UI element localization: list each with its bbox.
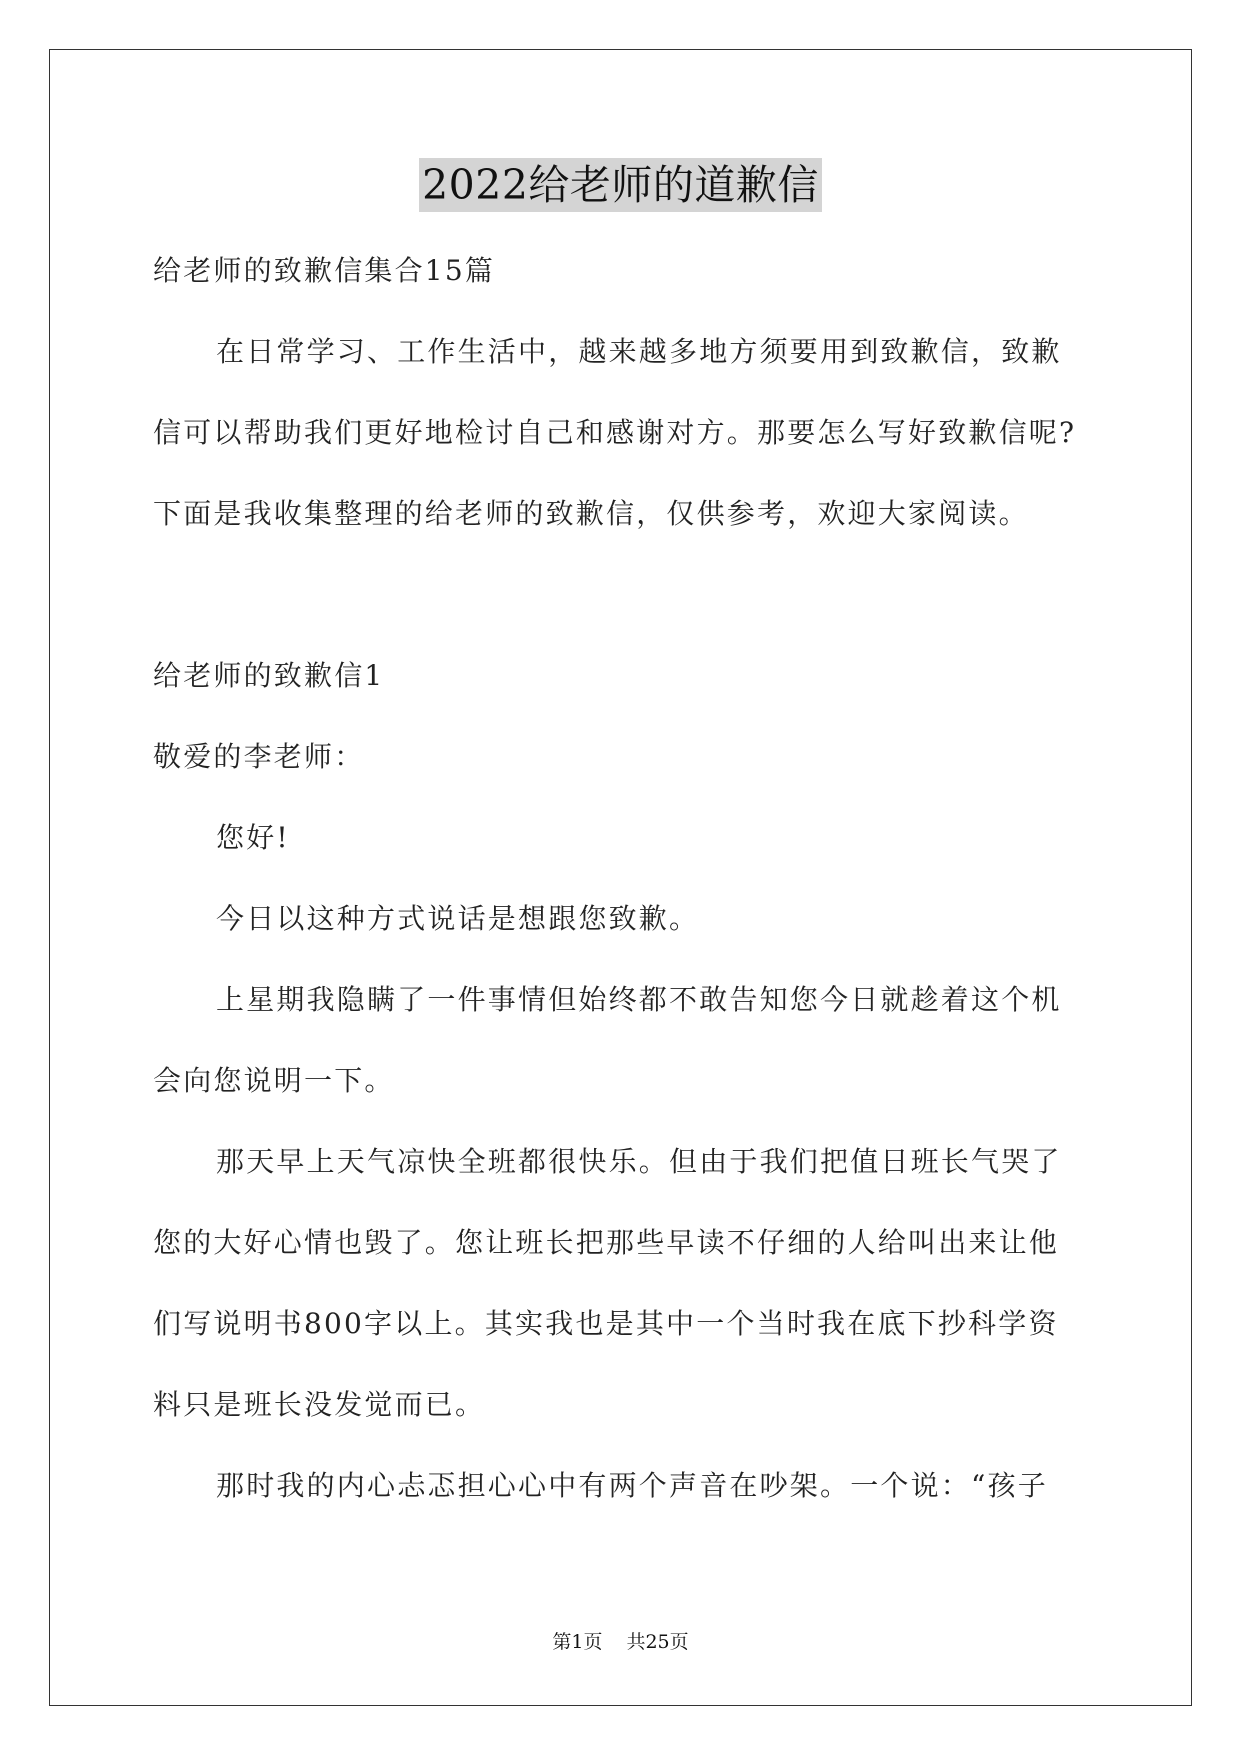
- paragraph-line: 料只是班长没发觉而已。: [153, 1388, 486, 1421]
- paragraph-line: 那时我的内心忐忑担心心中有两个声音在吵架。一个说：“孩子: [216, 1469, 1048, 1502]
- page-number: 第1页: [552, 1631, 603, 1653]
- document-body: [153, 230, 1093, 1526]
- paragraph-line: 们写说明书800字以上。其实我也是其中一个当时我在底下抄科学资: [153, 1307, 1059, 1340]
- paragraph-line: 下面是我收集整理的给老师的致歉信，仅供参考，欢迎大家阅读。: [153, 497, 1029, 530]
- paragraph-line: 那天早上天气凉快全班都很快乐。但由于我们把值日班长气哭了: [216, 1145, 1062, 1178]
- document-title: 2022给老师的道歉信: [419, 158, 822, 212]
- section-heading: 给老师的致歉信1: [153, 659, 385, 692]
- greeting: 您好!: [216, 821, 290, 854]
- paragraph-line: 今日以这种方式说话是想跟您致歉。: [216, 902, 700, 935]
- paragraph-line: 信可以帮助我们更好地检讨自己和感谢对方。那要怎么写好致歉信呢?: [153, 416, 1077, 449]
- subtitle-line: 给老师的致歉信集合15篇: [153, 254, 496, 287]
- blank-line: [153, 554, 1093, 635]
- paragraph-line: 上星期我隐瞒了一件事情但始终都不敢告知您今日就趁着这个机: [216, 983, 1062, 1016]
- paragraph-line: 会向您说明一下。: [153, 1064, 395, 1097]
- page-total: 共25页: [626, 1631, 689, 1653]
- paragraph-line: 您的大好心情也毁了。您让班长把那些早读不仔细的人给叫出来让他: [153, 1226, 1060, 1259]
- paragraph-line: 在日常学习、工作生活中，越来越多地方须要用到致歉信，致歉: [216, 335, 1062, 368]
- page-footer: [0, 1628, 1241, 1656]
- salutation: 敬爱的李老师：: [153, 740, 365, 773]
- title-area: [0, 158, 1241, 212]
